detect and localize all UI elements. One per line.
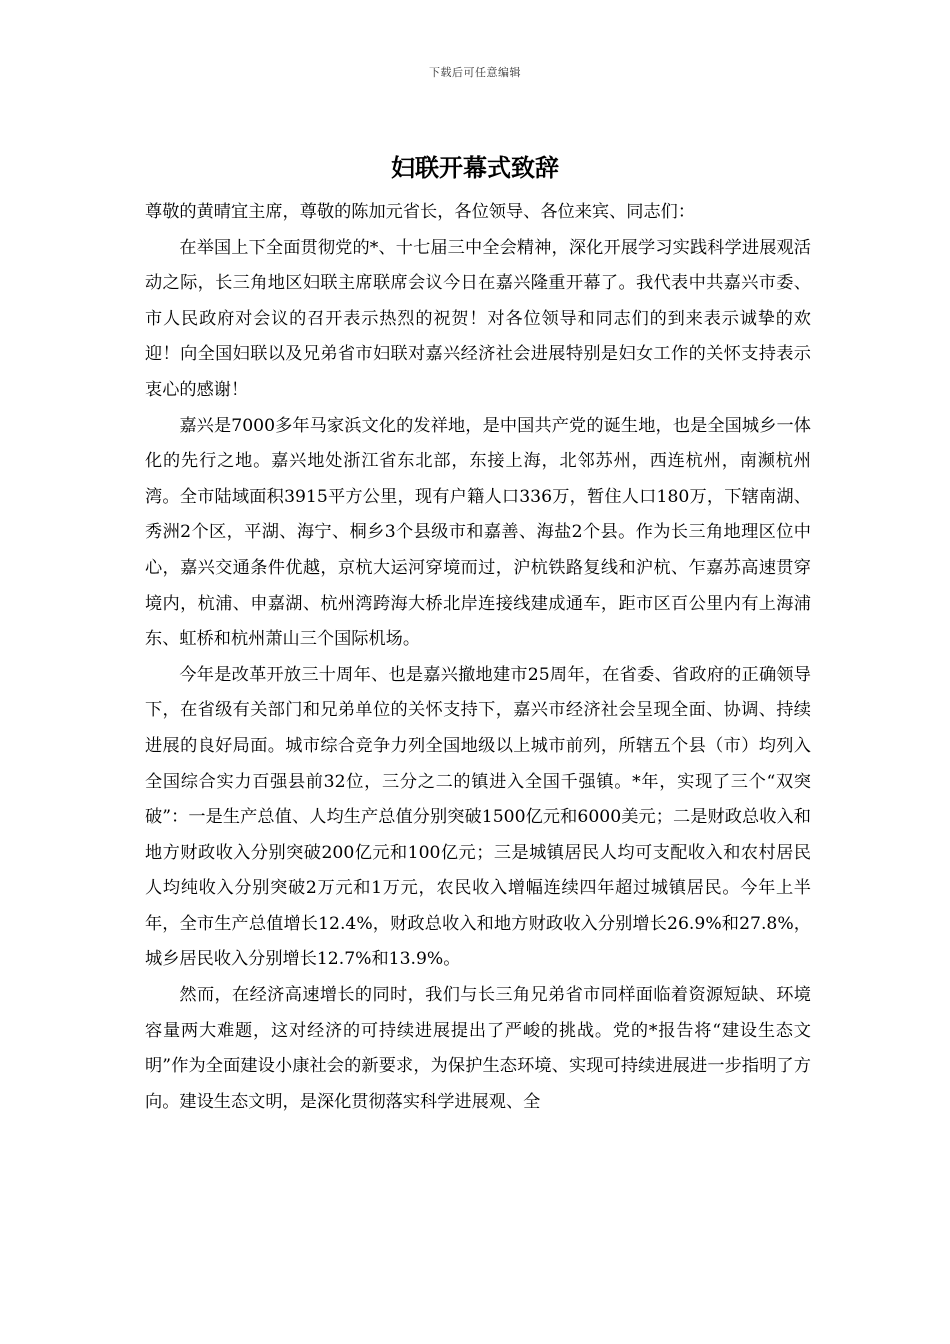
paragraph-3: 今年是改革开放三十周年、也是嘉兴撤地建市25周年，在省委、省政府的正确领导下，在省级有关部门和兄弟单位的关怀支持下，嘉兴市经济社会呈现全面、协调、持续进展的良好局面。城市综合竞争力列全国地级以上城市前列，所辖五个县（市）均列入全国综合实力百强县前32位，三分之二的镇进入全国千强镇。*年，实现了三个“双突破”：一是生产总值、人均生产总值分别突破1500亿元和6000美元；二是财政总收入和地方财政收入分别突破200亿元和100亿元；三是城镇居民人均可支配收入和农村居民人均纯收入分别突破2万元和1万元，农民收入增幅连续四年超过城镇居民。今年上半年，全市生产总值增长12.4%，财政总收入和地方财政收入分别增长26.9%和27.8%，城乡居民收入分别增长12.7%和13.9%。 [145,664,811,970]
header-note: 下载后可任意编辑 [429,66,521,79]
document-body [145,195,811,1120]
salutation: 尊敬的黄晴宜主席，尊敬的陈加元省长，各位领导、各位来宾、同志们： [145,202,696,222]
paragraph-4: 然而，在经济高速增长的同时，我们与长三角兄弟省市同样面临着资源短缺、环境容量两大难题，这对经济的可持续进展提出了严峻的挑战。党的*报告将“建设生态文明”作为全面建设小康社会的新要求，为保护生态环境、实现可持续进展进一步指明了方向。建设生态文明，是深化贯彻落实科学进展观、全 [145,985,811,1112]
paragraph-2: 嘉兴是7000多年马家浜文化的发祥地，是中国共产党的诞生地，也是全国城乡一体化的先行之地。嘉兴地处浙江省东北部，东接上海，北邻苏州，西连杭州，南濒杭州湾。全市陆域面积3915平方公里，现有户籍人口336万，暂住人口180万，下辖南湖、秀洲2个区，平湖、海宁、桐乡3个县级市和嘉善、海盐2个县。作为长三角地理区位中心，嘉兴交通条件优越，京杭大运河穿境而过，沪杭铁路复线和沪杭、乍嘉苏高速贯穿境内，杭浦、申嘉湖、杭州湾跨海大桥北岸连接线建成通车，距市区百公里内有上海浦东、虹桥和杭州萧山三个国际机场。 [145,415,811,650]
document-title: 妇联开幕式致辞 [391,153,559,182]
paragraph-1: 在举国上下全面贯彻党的*、十七届三中全会精神，深化开展学习实践科学进展观活动之际，长三角地区妇联主席联席会议今日在嘉兴隆重开幕了。我代表中共嘉兴市委、市人民政府对会议的召开表示热烈的祝贺！对各位领导和同志们的到来表示诚挚的欢迎！向全国妇联以及兄弟省市妇联对嘉兴经济社会进展特别是妇女工作的关怀支持表示衷心的感谢！ [145,237,811,400]
